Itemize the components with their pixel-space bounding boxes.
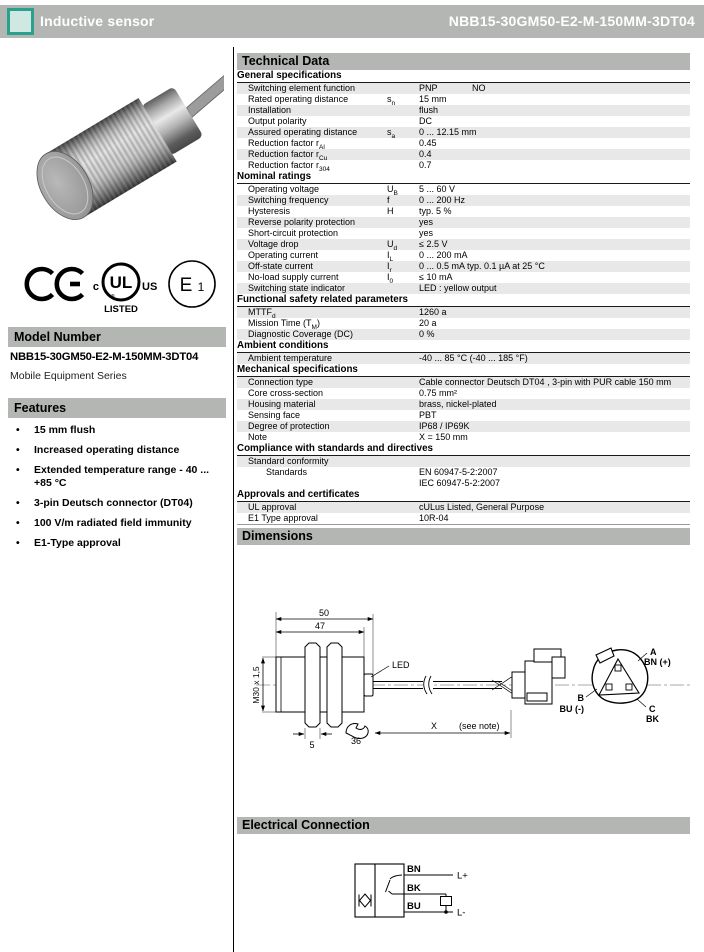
spec-label: E1 Type approval — [248, 513, 318, 523]
spec-label: Off-state current — [248, 261, 313, 271]
spec-symbol: f — [387, 195, 390, 205]
wiring-diagram — [237, 838, 695, 950]
dimensions-section — [237, 528, 690, 777]
spec-row — [237, 513, 690, 524]
spec-label: Sensing face — [248, 410, 301, 420]
spec-row — [237, 456, 690, 467]
led-label: LED — [392, 660, 410, 670]
feature-item: • 3-pin Deutsch connector (DT04) — [16, 497, 193, 509]
product-photo — [14, 48, 224, 246]
spec-row — [237, 261, 690, 272]
spec-value: 20 a — [419, 318, 437, 328]
spec-label: Operating current — [248, 250, 319, 260]
spec-label: Reduction factor $r_{Al}$ — [248, 138, 325, 149]
spec-label: Connection type — [248, 377, 314, 387]
bullet-icon: • — [16, 517, 20, 529]
x-dim-label: X — [430, 721, 438, 731]
spec-symbol — [387, 283, 419, 294]
lplus-label: L+ — [457, 870, 468, 882]
spec-value: PNP NO — [419, 83, 486, 93]
spec-row — [237, 195, 690, 206]
header-model-number: NBB15-30GM50-E2-M-150MM-3DT04 — [448, 13, 695, 29]
spec-value: 15 mm — [419, 94, 447, 104]
spec-symbol — [387, 217, 419, 228]
bullet-icon: • — [16, 537, 20, 549]
spec-row — [237, 502, 690, 513]
spec-value: flush — [419, 105, 439, 115]
spec-section-title: Functional safety related parameters — [237, 294, 690, 307]
spec-row — [237, 83, 690, 94]
right-column — [233, 47, 696, 952]
feature-item: • Increased operating distance — [16, 444, 180, 456]
spec-row — [237, 228, 690, 239]
spec-label: Output polarity — [248, 116, 307, 126]
left-column — [8, 46, 227, 946]
spec-value: 0.45 — [419, 138, 437, 148]
spec-label: Standard conformity — [248, 456, 329, 466]
spec-symbol: $U_B$ — [387, 184, 398, 197]
spec-symbol: $I_r$ — [387, 261, 392, 274]
switch-hook — [390, 875, 402, 879]
features-heading: Features — [8, 398, 226, 418]
spec-label: Switching state indicator — [248, 283, 346, 293]
spec-value: 1260 a — [419, 307, 447, 317]
spec-row — [237, 377, 690, 388]
product-type-title: Inductive sensor — [40, 13, 155, 29]
spec-row — [237, 138, 690, 149]
spec-value: 0 ... 12.15 mm — [419, 127, 477, 137]
spec-label: UL approval — [248, 502, 297, 512]
spec-value — [419, 456, 690, 467]
spec-section-title: General specifications — [237, 70, 690, 83]
spec-label: Short-circuit protection — [248, 228, 339, 238]
spec-value: 0.7 — [419, 160, 432, 170]
spec-row — [237, 116, 690, 127]
spec-value: cULus Listed, General Purpose — [419, 502, 545, 512]
e1-1-label: 1 — [197, 280, 205, 294]
spec-value: DC — [419, 116, 432, 126]
spec-row — [237, 94, 690, 105]
spec-row — [237, 206, 690, 217]
spec-row — [237, 329, 690, 340]
spec-value: 10R-04 — [419, 513, 449, 523]
pin-b-label: B — [577, 693, 584, 703]
spec-value: LED : yellow output — [419, 283, 497, 293]
model-number-value: NBB15-30GM50-E2-M-150MM-3DT04 — [10, 351, 199, 363]
spec-symbol — [387, 467, 419, 489]
spec-symbol: $I_L$ — [387, 250, 394, 263]
technical-table — [237, 70, 690, 525]
ul-core-label: UL — [109, 273, 133, 292]
spec-row — [237, 410, 690, 421]
spec-symbol — [387, 138, 419, 149]
spec-label: Rated operating distance — [248, 94, 349, 104]
feature-item: • Extended temperature range - 40 ... +85 °C — [16, 464, 210, 489]
bu-label: BU — [407, 901, 421, 912]
feature-item: • 15 mm flush — [16, 424, 96, 436]
spec-symbol: $U_d$ — [387, 239, 398, 252]
sensor-body-group — [25, 48, 224, 230]
spec-value: yes — [419, 217, 434, 227]
hex-nut-2 — [327, 643, 342, 727]
spec-label: Operating voltage — [248, 184, 320, 194]
dim-50-label: 50 — [318, 608, 330, 618]
pin-a-label: A — [650, 647, 657, 657]
spec-row — [237, 432, 690, 443]
cable-break — [423, 675, 433, 695]
bn-label: BN — [407, 864, 421, 875]
spec-row — [237, 239, 690, 250]
inductive-sensor-symbol — [359, 894, 371, 907]
spec-value: ≤ 10 mA — [419, 272, 453, 282]
spec-symbol: $I_0$ — [387, 272, 394, 285]
feature-item: • E1-Type approval — [16, 537, 121, 549]
spec-symbol — [387, 329, 419, 340]
wrench-size-label: 36 — [350, 736, 362, 746]
spec-value: yes — [419, 228, 434, 238]
e1-e-label: E — [179, 275, 193, 296]
electrical-connection-section — [237, 817, 690, 950]
spec-symbol — [387, 307, 419, 318]
spec-symbol — [387, 421, 419, 432]
bullet-icon: • — [16, 424, 20, 436]
spec-value: ≤ 2.5 V — [419, 239, 448, 249]
bullet-icon: • — [16, 464, 20, 476]
spec-symbol: H — [387, 206, 394, 216]
pin-a-wire-label: BN (+) — [644, 657, 671, 667]
spec-symbol — [387, 432, 419, 443]
spec-label: Note — [248, 432, 268, 442]
spec-row — [237, 283, 690, 294]
brand-square-icon — [7, 8, 34, 35]
spec-label: Voltage drop — [248, 239, 299, 249]
spec-symbol — [387, 105, 419, 116]
spec-symbol — [387, 377, 419, 388]
spec-section-title: Compliance with standards and directives — [237, 443, 690, 456]
thread-label: M30 x 1,5 — [251, 666, 261, 704]
top-header-bar — [0, 5, 704, 38]
spec-row — [237, 353, 690, 364]
dimensions-heading: Dimensions — [237, 528, 690, 545]
spec-value: 0 ... 0.5 mA typ. 0.1 µA at 25 °C — [419, 261, 545, 271]
connector-front-view — [560, 647, 671, 724]
e1-mark — [169, 261, 215, 307]
ul-us-label: US — [142, 281, 158, 293]
spec-section-title: Mechanical specifications — [237, 364, 690, 377]
spec-value: EN 60947-5-2:2007 IEC 60947-5-2:2007 — [419, 467, 501, 488]
pin-b-wire-label: BU (-) — [559, 704, 584, 714]
spec-value: 0.4 — [419, 149, 432, 159]
technical-data-section — [237, 53, 690, 525]
ce-mark-icon — [27, 269, 83, 299]
connector-side-view — [492, 649, 565, 704]
spec-value: 0 ... 200 mA — [419, 250, 468, 260]
bullet-icon: • — [16, 497, 20, 509]
spec-value: -40 ... 85 °C (-40 ... 185 °F) — [419, 353, 528, 363]
spec-value: brass, nickel-plated — [419, 399, 497, 409]
cable-gland — [364, 674, 373, 696]
spec-row — [237, 160, 690, 171]
pin-c-wire-label: BK — [646, 714, 659, 724]
spec-symbol — [387, 116, 419, 127]
certification-marks — [8, 252, 227, 324]
spec-label: $MTTF_d$ — [248, 307, 276, 318]
spec-label: Hysteresis — [248, 206, 291, 216]
spec-row — [237, 421, 690, 432]
spec-label: Mission Time $(T_M)$ — [248, 318, 320, 329]
ul-listed-mark — [93, 264, 157, 315]
spec-value: X = 150 mm — [419, 432, 468, 442]
spec-row — [237, 105, 690, 116]
spec-label: Reduction factor $r_{304}$ — [248, 160, 330, 171]
spec-symbol: $s_a$ — [387, 127, 396, 140]
bullet-icon: • — [16, 444, 20, 456]
spec-row — [237, 388, 690, 399]
spec-label: Ambient temperature — [248, 353, 333, 363]
series-label: Mobile Equipment Series — [10, 370, 127, 382]
spec-value: Cable connector Deutsch DT04 , 3-pin with PUR cable 150 mm — [419, 377, 672, 387]
spec-value: 0 ... 200 Hz — [419, 195, 466, 205]
pin-c-label: C — [649, 704, 656, 714]
spec-value: typ. 5 % — [419, 206, 452, 216]
spec-label: Switching element function — [248, 83, 356, 93]
spec-symbol — [387, 318, 419, 329]
spec-symbol — [387, 513, 419, 524]
spec-label: Switching frequency — [248, 195, 329, 205]
spec-label: Standards — [266, 467, 308, 477]
spec-symbol — [387, 502, 419, 513]
spec-symbol — [387, 456, 419, 467]
spec-label: Reverse polarity protection — [248, 217, 356, 227]
spec-row — [237, 318, 690, 329]
ul-registered-mark: ® — [111, 294, 115, 300]
switch-blade — [386, 880, 391, 892]
ul-c-label: c — [92, 281, 99, 293]
spec-value: IP68 / IP69K — [419, 421, 470, 431]
spec-label: No-load supply current — [248, 272, 339, 282]
x-note-label: (see note) — [459, 721, 500, 731]
spec-section-title: Ambient conditions — [237, 340, 690, 353]
spec-value: PBT — [419, 410, 437, 420]
spec-value: 0 % — [419, 329, 435, 339]
hex-nut-1 — [305, 643, 320, 727]
spec-label: Installation — [248, 105, 292, 115]
spec-symbol — [387, 228, 419, 239]
ul-listed-label: LISTED — [104, 304, 138, 315]
dimension-drawing — [237, 545, 695, 777]
spec-label: Assured operating distance — [248, 127, 358, 137]
spec-symbol — [387, 388, 419, 399]
spec-label: Housing material — [248, 399, 316, 409]
spec-row — [237, 250, 690, 261]
spec-row — [237, 272, 690, 283]
junction-dot — [444, 910, 448, 914]
spec-row — [237, 184, 690, 195]
technical-data-heading: Technical Data — [237, 53, 690, 70]
spec-value: 5 ... 60 V — [419, 184, 456, 194]
spec-value: 0.75 mm² — [419, 388, 458, 398]
spec-symbol: $s_n$ — [387, 94, 396, 107]
spec-label: Core cross-section — [248, 388, 324, 398]
spec-row — [237, 127, 690, 138]
spec-symbol — [387, 83, 419, 94]
lminus-label: L- — [457, 907, 466, 919]
load-symbol — [441, 897, 452, 906]
sensor-symbol-box — [355, 864, 404, 917]
spec-row — [237, 399, 690, 410]
spec-symbol — [387, 353, 419, 364]
spec-label: Reduction factor $r_{Cu}$ — [248, 149, 328, 160]
spec-label: Degree of protection — [248, 421, 330, 431]
nut-width-label: 5 — [309, 740, 315, 750]
spec-row — [237, 307, 690, 318]
spec-row — [237, 149, 690, 160]
electrical-heading: Electrical Connection — [237, 817, 690, 834]
model-number-heading: Model Number — [8, 327, 226, 347]
spec-label: Diagnostic Coverage (DC) — [248, 329, 354, 339]
feature-item: • 100 V/m radiated field immunity — [16, 517, 192, 529]
spec-row — [237, 217, 690, 228]
bk-label: BK — [407, 883, 421, 894]
spec-section-title: Nominal ratings — [237, 171, 690, 184]
dim-47-label: 47 — [314, 621, 326, 631]
spec-section-title: Approvals and certificates — [237, 489, 690, 502]
features-list — [10, 424, 224, 557]
spec-symbol — [387, 160, 419, 171]
spec-row — [237, 467, 690, 489]
spec-symbol — [387, 410, 419, 421]
spec-symbol — [387, 399, 419, 410]
spec-symbol — [387, 149, 419, 160]
